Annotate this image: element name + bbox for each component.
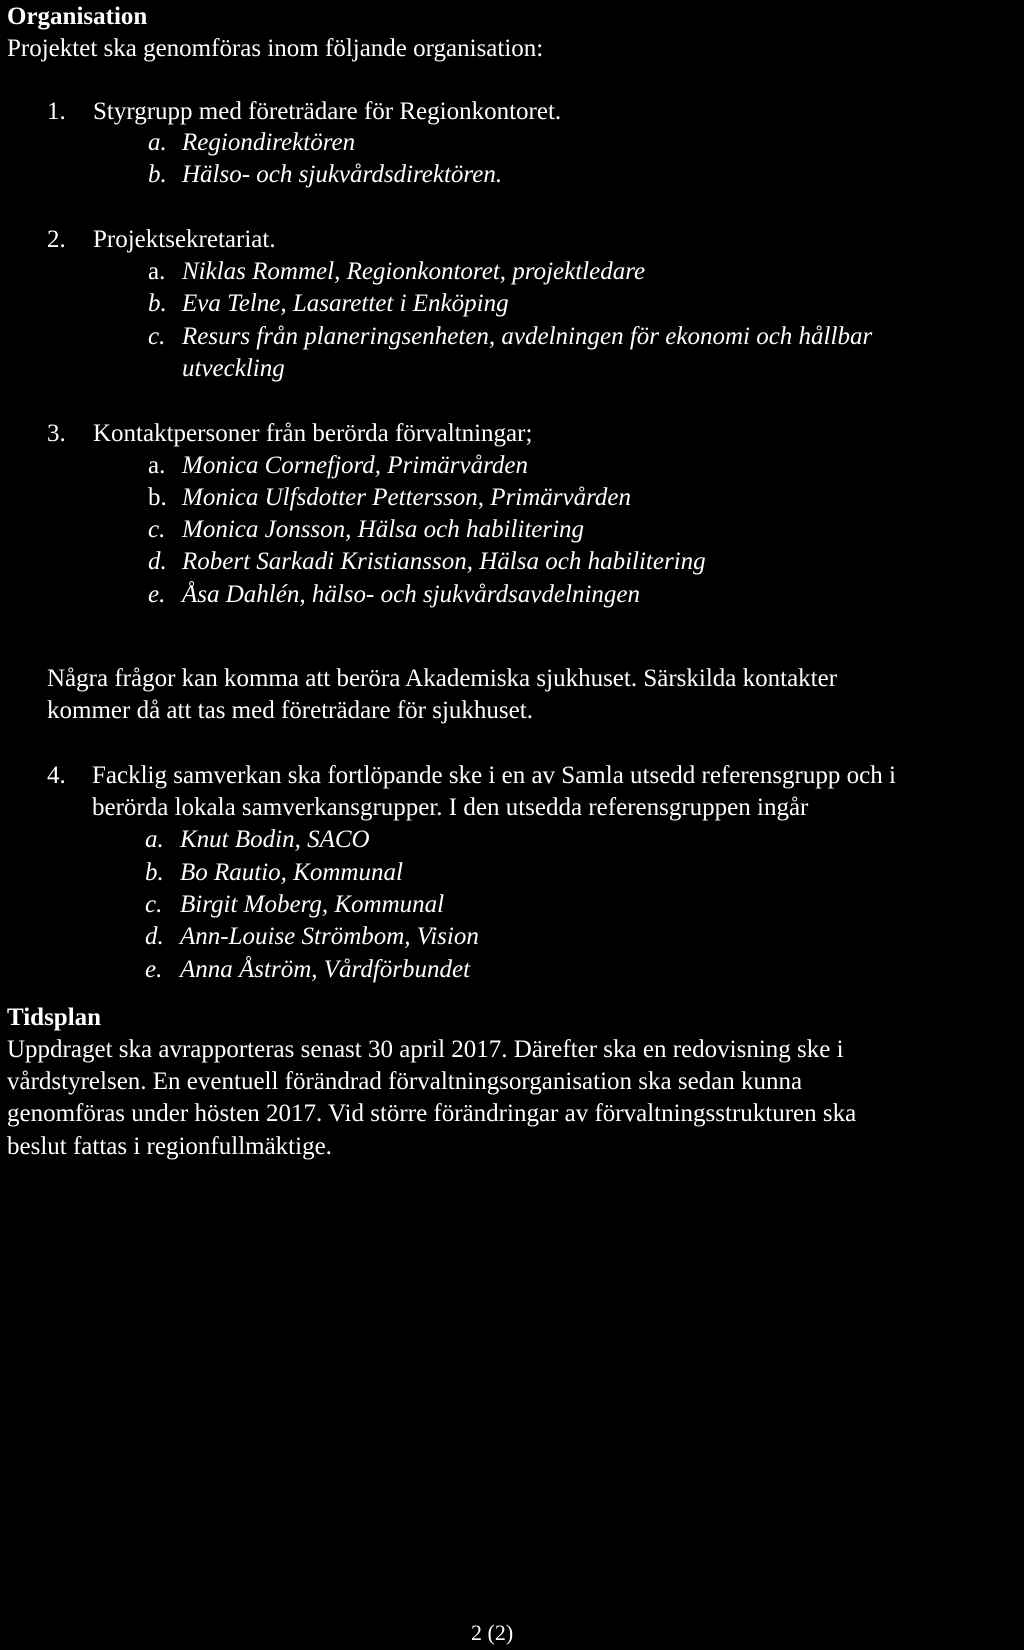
list-number: 3. — [47, 420, 66, 447]
list-title: Projektsekretariat. — [93, 226, 276, 253]
list-marker: c. — [145, 891, 163, 918]
list-item: Niklas Rommel, Regionkontoret, projektledare — [182, 258, 646, 285]
list-marker: b. — [148, 290, 167, 317]
note-line: Några frågor kan komma att beröra Akademiska sjukhuset. Särskilda kontakter — [47, 665, 838, 692]
list-marker: c. — [148, 516, 166, 543]
tidsplan-line: beslut fattas i regionfullmäktige. — [7, 1133, 332, 1160]
tidsplan-line: Uppdraget ska avrapporteras senast 30 april 2017. Därefter ska en redovisning ske i — [7, 1036, 844, 1063]
section-heading-tidsplan: Tidsplan — [7, 1004, 102, 1031]
list-title: Facklig samverkan ska fortlöpande ske i en av Samla utsedd referensgrupp och i — [92, 762, 896, 789]
list-item: Åsa Dahlén, hälso- och sjukvårdsavdelningen — [182, 581, 641, 608]
list-marker: c. — [148, 323, 166, 350]
list-title: Styrgrupp med företrädare för Regionkontoret. — [93, 98, 562, 125]
list-item: Knut Bodin, SACO — [180, 826, 370, 853]
page-number: 2 (2) — [471, 1620, 514, 1645]
list-marker: d. — [148, 548, 167, 575]
list-number: 2. — [47, 226, 66, 253]
list-marker: a. — [148, 258, 166, 285]
list-marker: e. — [148, 581, 166, 608]
tidsplan-line: genomföras under hösten 2017. Vid större förändringar av förvaltningsstrukturen ska — [7, 1100, 857, 1127]
list-number: 4. — [47, 762, 66, 789]
list-item: Birgit Moberg, Kommunal — [180, 891, 445, 918]
list-title: Kontaktpersoner från berörda förvaltningar; — [93, 420, 533, 447]
list-marker: b. — [145, 859, 164, 886]
list-item-continuation: utveckling — [182, 355, 285, 382]
section-heading-organisation: Organisation — [7, 3, 148, 30]
list-item: Monica Ulfsdotter Pettersson, Primärvården — [182, 484, 632, 511]
list-item: Ann-Louise Strömbom, Vision — [180, 923, 479, 950]
list-item: Anna Åström, Vårdförbundet — [180, 956, 471, 983]
list-marker: a. — [148, 452, 166, 479]
list-marker: a. — [145, 826, 164, 853]
list-item: Monica Jonsson, Hälsa och habilitering — [182, 516, 585, 543]
list-marker: d. — [145, 923, 164, 950]
list-marker: e. — [145, 956, 163, 983]
list-number: 1. — [47, 98, 66, 125]
list-item: Resurs från planeringsenheten, avdelningen för ekonomi och hållbar — [182, 323, 873, 350]
list-item: Bo Rautio, Kommunal — [180, 859, 403, 886]
tidsplan-line: vårdstyrelsen. En eventuell förändrad förvaltningsorganisation ska sedan kunna — [7, 1068, 803, 1095]
note-line: kommer då att tas med företrädare för sjukhuset. — [47, 697, 533, 724]
list-item: Eva Telne, Lasarettet i Enköping — [182, 290, 509, 317]
list-item: Hälso- och sjukvårdsdirektören. — [182, 161, 503, 188]
list-marker: a. — [148, 129, 167, 156]
list-title-continuation: berörda lokala samverkansgrupper. I den utsedda referensgruppen ingår — [92, 794, 809, 821]
list-marker: b. — [148, 484, 167, 511]
list-item: Robert Sarkadi Kristiansson, Hälsa och habilitering — [182, 548, 706, 575]
list-marker: b. — [148, 161, 167, 188]
list-item: Regiondirektören — [182, 129, 356, 156]
organisation-intro: Projektet ska genomföras inom följande organisation: — [7, 35, 544, 62]
list-item: Monica Cornefjord, Primärvården — [182, 452, 529, 479]
